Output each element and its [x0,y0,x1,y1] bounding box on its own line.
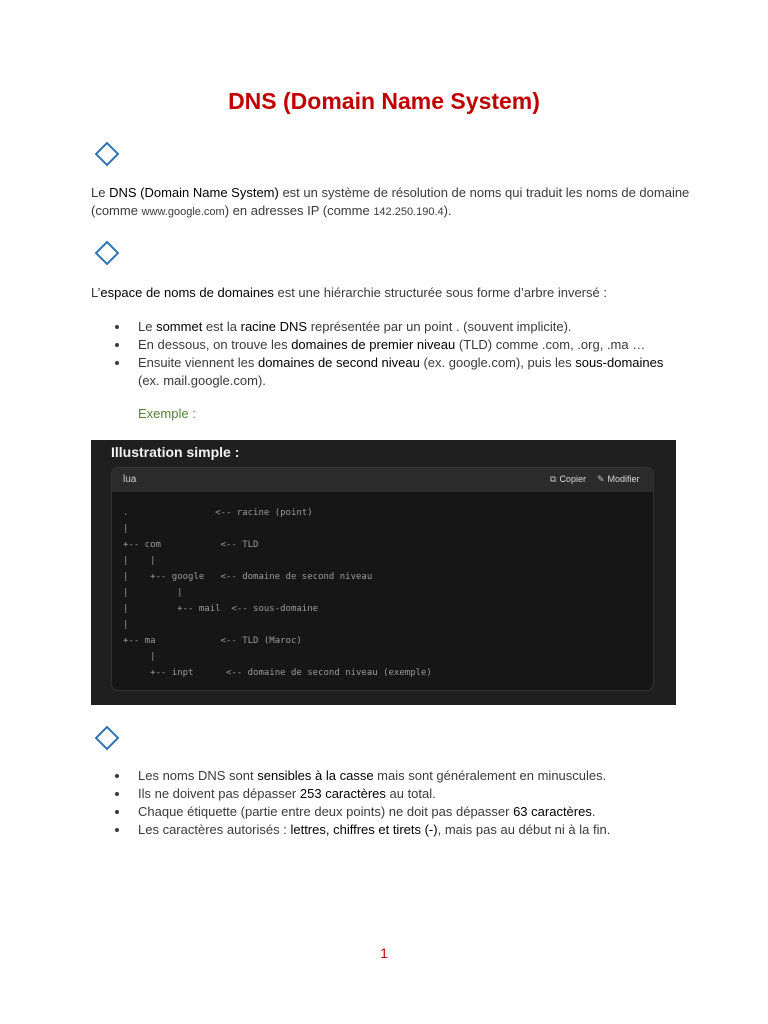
rules-list [115,767,675,839]
bullet-icon [115,792,119,796]
code-line: | +-- mail <-- sous-domaine [123,604,319,614]
list-text: Chaque étiquette (partie entre deux points) ne doit pas dépasser [138,804,514,819]
example-domain: www.google.com [141,206,225,218]
document-title: DNS (Domain Name System) [228,88,540,114]
code-line: | +-- google <-- domaine de second niveau [123,572,373,582]
code-heading: Illustration simple : [111,444,240,460]
code-content [123,505,432,681]
code-line: | [123,524,129,534]
list-text: Ils ne doivent pas dépasser [138,786,300,801]
highlighted-term: 63 caractères [513,804,592,819]
list-item [115,767,675,785]
list-item [115,803,675,821]
highlighted-term: sensibles à la casse [257,768,374,783]
code-toolbar [112,468,653,492]
diamond-outline-icon [94,240,120,266]
namespace-term: espace de noms de domaines [100,285,274,300]
list-text: (ex. mail.google.com). [138,373,266,388]
code-line: +-- ma <-- TLD (Maroc) [123,636,302,646]
code-illustration [91,440,676,705]
list-item [115,318,675,336]
code-line: | [123,620,129,630]
code-line: . <-- racine (point) [123,508,313,518]
highlighted-term: 253 caractères [299,786,386,801]
code-block [111,467,654,691]
highlighted-term: sous-domaines [575,355,664,370]
list-text: au total. [385,786,436,801]
list-item [115,785,675,803]
pencil-icon: ✎ [597,474,605,484]
exemple-label: Exemple : [138,406,196,421]
edit-button[interactable]: ✎ Modifier [597,474,640,484]
list-text: En dessous, on trouve les [138,337,292,352]
list-text: (ex. google.com), puis les [419,355,576,370]
diamond-outline-icon [94,725,120,751]
list-text: , mais pas au début ni à la fin. [437,822,611,837]
highlighted-term: lettres, chiffres et tirets (-) [290,822,438,837]
page-number: 1 [380,945,388,961]
bullet-icon [115,361,119,365]
list-item [115,354,675,390]
list-item [115,821,675,839]
highlighted-term: domaines de second niveau [257,355,420,370]
copy-icon: ⧉ [550,474,557,484]
code-line: +-- com <-- TLD [123,540,259,550]
intro-paragraph: Le DNS (Domain Name System) est un système de résolution de noms qui traduit les noms de domaine (comme www.google.com) en adresses IP (comme 142.250.190.4). [91,185,690,218]
bullet-icon [115,810,119,814]
list-text: Ensuite viennent les [138,355,258,370]
diamond-outline-icon [94,141,120,167]
bullet-icon [115,325,119,329]
list-text: représentée par un point . (souvent implicite). [307,319,572,334]
highlighted-term: sommet [156,319,203,334]
example-ip: 142.250.190.4 [373,206,444,218]
bullet-icon [115,774,119,778]
list-text: . [591,804,596,819]
code-line: | | [123,588,183,598]
namespace-paragraph: L’espace de noms de domaines est une hiérarchie structurée sous forme d’arbre inversé : [91,285,607,300]
list-item [115,336,675,354]
code-line: | | [123,556,156,566]
list-text: Les caractères autorisés : [138,822,291,837]
code-language: lua [123,474,137,485]
bullet-icon [115,828,119,832]
bullet-icon [115,343,119,347]
list-text: (TLD) comme .com, .org, .ma … [455,337,646,352]
code-line: +-- inpt <-- domaine de second niveau (exemple) [123,668,432,678]
code-line: | [123,652,156,662]
highlighted-term: racine DNS [240,319,308,334]
hierarchy-list [115,318,675,390]
dns-term: DNS (Domain Name System) [109,185,279,200]
list-text: mais sont généralement en minuscules. [373,768,607,783]
highlighted-term: domaines de premier niveau [291,337,456,352]
list-text: est la [202,319,241,334]
list-text: Le [138,319,157,334]
copy-button[interactable]: ⧉ Copier [550,474,586,484]
list-text: Les noms DNS sont [138,768,258,783]
